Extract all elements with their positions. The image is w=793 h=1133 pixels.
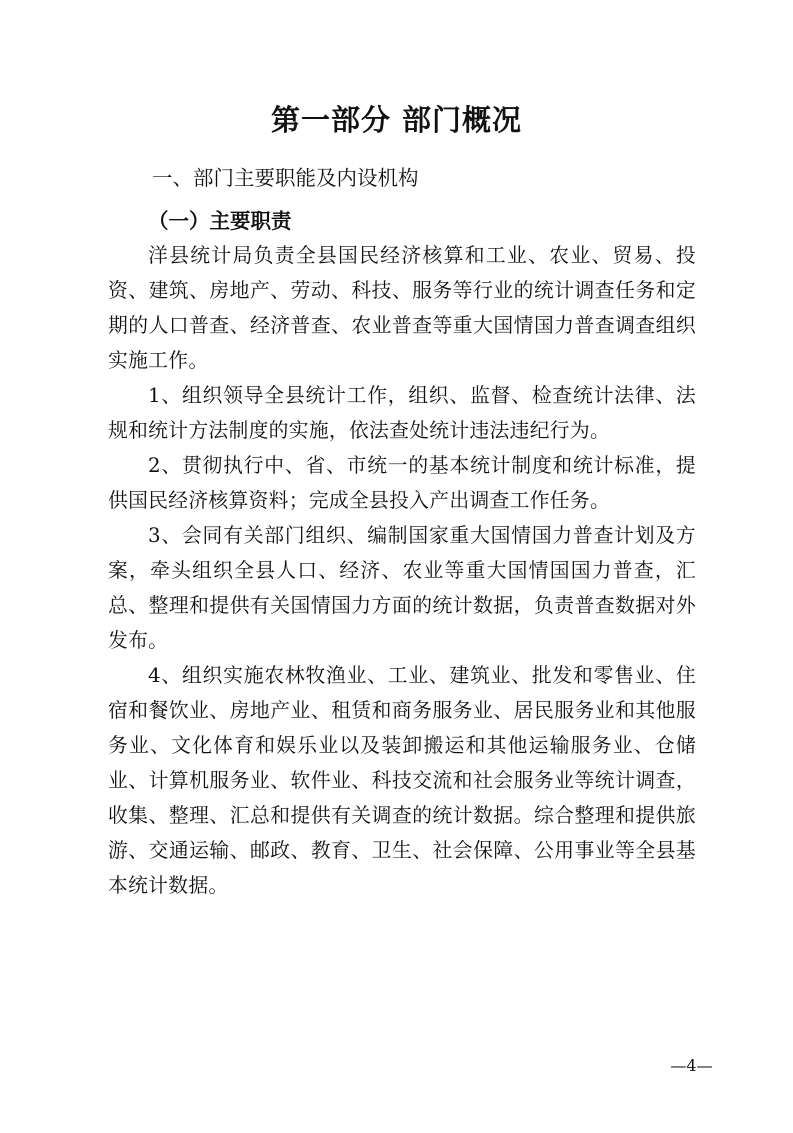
section-heading: 一、部门主要职能及内设机构 — [152, 166, 419, 190]
subsection-heading: （一）主要职责 — [148, 209, 292, 233]
body-text — [108, 238, 696, 903]
paragraph-duty-1: 1、组织领导全县统计工作，组织、监督、检查统计法律、法规和统计方法制度的实施，依法查处统计违法违纪行为。 — [108, 384, 696, 442]
paragraph-duty-2: 2、贯彻执行中、省、市统一的基本统计制度和统计标准，提供国民经济核算资料；完成全县投入产出调查工作任务。 — [108, 454, 696, 512]
paragraph-intro: 洋县统计局负责全县国民经济核算和工业、农业、贸易、投资、建筑、房地产、劳动、科技、服务等行业的统计调查任务和定期的人口普查、经济普查、农业普查等重大国情国力普查调查组织实施工作。 — [108, 244, 696, 372]
page-title: 第一部分 部门概况 — [270, 103, 523, 137]
paragraph-duty-3: 3、会同有关部门组织、编制国家重大国情国力普查计划及方案，牵头组织全县人口、经济、农业等重大国情国国力普查，汇总、整理和提供有关国情国力方面的统计数据，负责普查数据对外发布。 — [108, 524, 696, 652]
page-number: —4— — [670, 1056, 713, 1075]
paragraph-duty-4: 4、组织实施农林牧渔业、工业、建筑业、批发和零售业、住宿和餐饮业、房地产业、租赁和商务服务业、居民服务业和其他服务业、文化体育和娱乐业以及装卸搬运和其他运输服务业、仓储业、计算机服务业、软件业、科技交流和社会服务业等统计调查，收集、整理、汇总和提供有关调查的统计数据。综合整理和提供旅游、交通运输、邮政、教育、卫生、社会保障、公用事业等全县基本统计数据。 — [108, 664, 696, 897]
